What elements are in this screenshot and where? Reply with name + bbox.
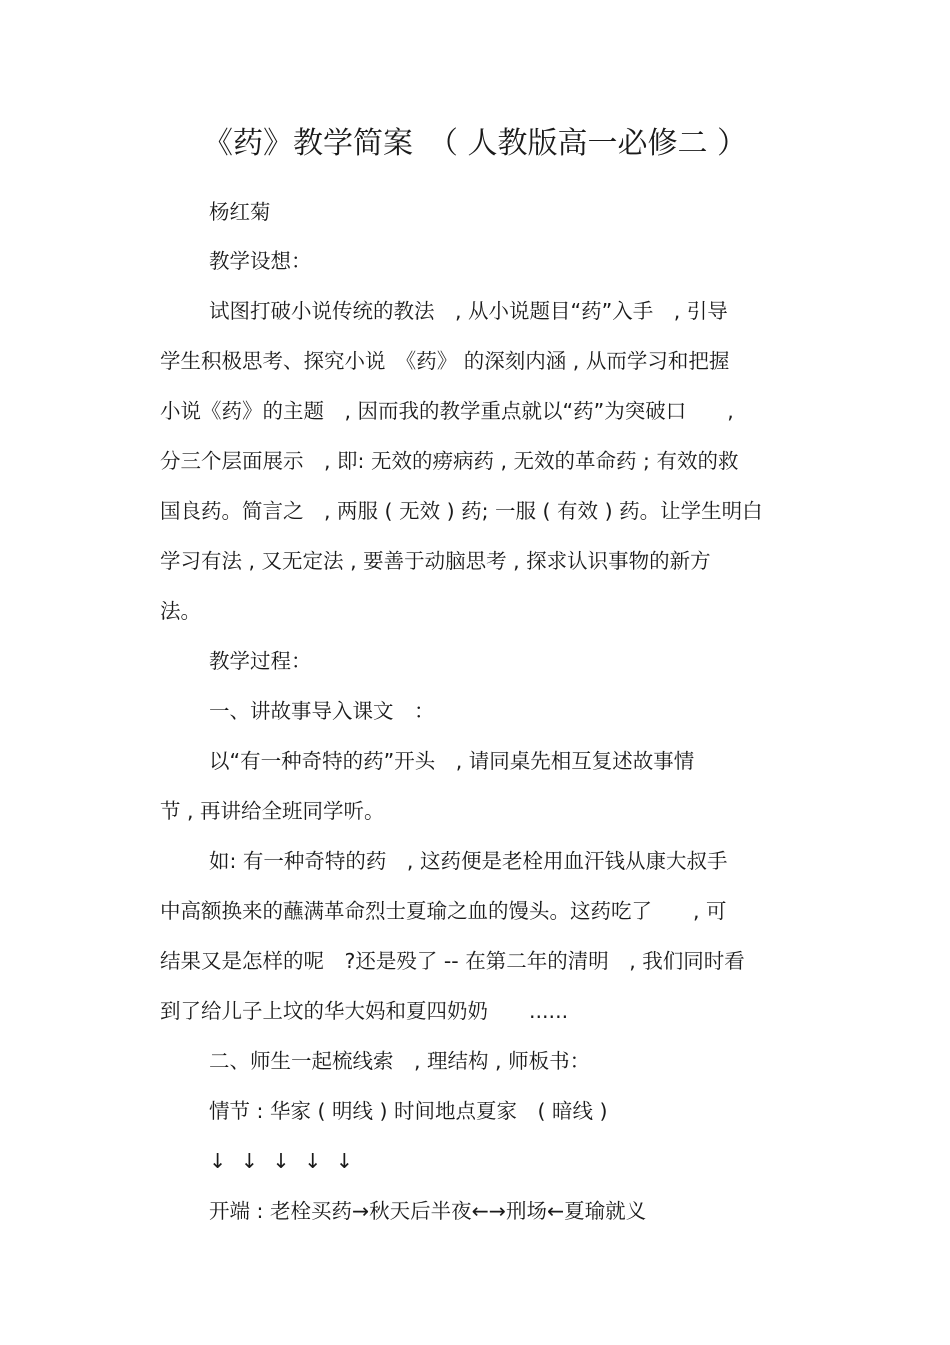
heading-teaching-process: 教学过程： — [209, 649, 312, 673]
design-paragraph-line: 试图打破小说传统的教法 , 从小说题目“药”入手 , 引导 — [209, 299, 728, 323]
design-paragraph-line: 分三个层面展示 , 即: 无效的痨病药 , 无效的革命药 ; 有效的救 — [160, 449, 739, 473]
example-paragraph-line: 到了给儿子上坟的华大妈和夏四奶奶 ...... — [160, 999, 569, 1023]
example-paragraph-line: 结果又是怎样的呢 ?还是殁了 -- 在第二年的清明 , 我们同时看 — [160, 949, 745, 973]
down-arrows-row: ↓ ↓ ↓ ↓ ↓ — [209, 1149, 357, 1173]
example-paragraph-line: 中高额换来的蘸满革命烈士夏瑜之血的馒头。这药吃了 , 可 — [160, 899, 727, 923]
step-one-heading: 一、讲故事导入课文 ： — [209, 699, 435, 723]
example-paragraph-line: 如: 有一种奇特的药 , 这药便是老栓用血汗钱从康大叔手 — [209, 849, 728, 873]
design-paragraph-line: 学生积极思考、探究小说 《药》 的深刻内涵 , 从而学习和把握 — [160, 349, 730, 373]
heading-teaching-design: 教学设想： — [209, 249, 312, 273]
step-one-paragraph-line: 以“有一种奇特的药”开头 , 请同桌先相互复述故事情 — [209, 749, 695, 773]
design-paragraph-line: 小说《药》的主题 , 因而我的教学重点就以“药”为突破口 , — [160, 399, 734, 423]
design-paragraph-line: 国良药。简言之 , 两服 ( 无效 ) 药; 一服 ( 有效 ) 药。让学生明白 — [160, 499, 763, 523]
plot-start-line: 开端 : 老栓买药→秋天后半夜←→刑场←夏瑜就义 — [209, 1199, 647, 1223]
author-name: 杨红菊 — [209, 200, 271, 224]
design-paragraph-line: 法。 — [160, 599, 201, 623]
document-title: 《药》教学简案 （ 人教版高一必修二 ） — [202, 126, 748, 161]
design-paragraph-line: 学习有法 , 又无定法 , 要善于动脑思考 , 探求认识事物的新方 — [160, 549, 711, 573]
step-one-paragraph-line: 节 , 再讲给全班同学听。 — [160, 799, 385, 823]
step-two-heading: 二、师生一起梳线索 , 理结构 , 师板书： — [209, 1049, 591, 1073]
plot-line: 情节 : 华家 ( 明线 ) 时间地点夏家 ( 暗线 ) — [209, 1099, 608, 1123]
